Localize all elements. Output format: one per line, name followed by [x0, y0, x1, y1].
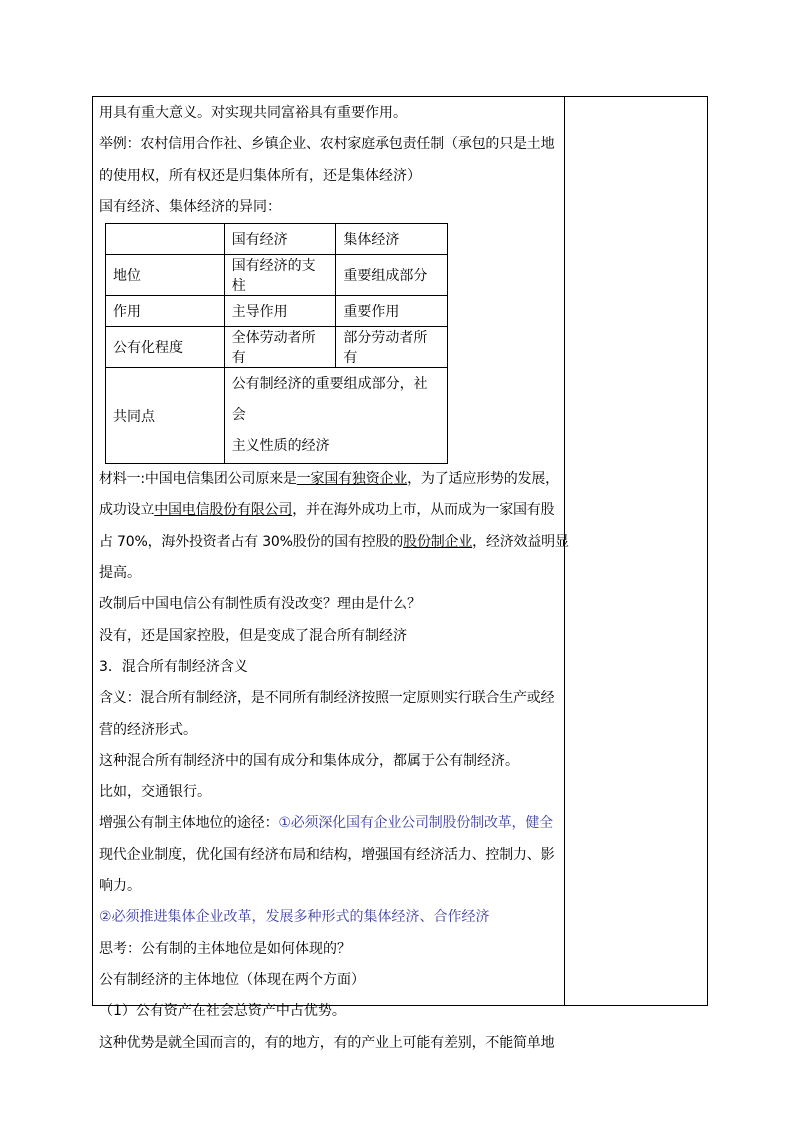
table-cell: 公有化程度: [106, 327, 225, 368]
text-line: 这种混合所有制经济中的国有成分和集体成分，都属于公有制经济。: [99, 752, 519, 769]
strengthen-point: ②必须推进集体企业改革，发展多种形式的集体经济、合作经济: [99, 909, 490, 926]
material-text: 成功设立: [99, 502, 155, 519]
material-line: 提高。: [99, 565, 141, 582]
material-text: 材料一:中国电信集团公司原来是: [99, 471, 297, 488]
text-line: 公有制经济的主体地位（体现在两个方面）: [99, 971, 365, 988]
common-text-line: 公有制经济的重要组成部分，社会: [231, 376, 428, 424]
section-heading: 3．混合所有制经济含义: [99, 658, 248, 675]
text-line: 比如，交通银行。: [99, 784, 211, 801]
text-line: 国有经济、集体经济的异同：: [99, 198, 281, 215]
text-line: 含义：混合所有制经济，是不同所有制经济按照一定原则实行联合生产或经: [99, 690, 555, 707]
column-divider: [564, 96, 565, 1006]
table-cell: 地位: [106, 255, 225, 296]
table-row-common: [106, 368, 448, 464]
table-cell: 部分劳动者所有: [336, 327, 448, 368]
table-cell: 国有经济: [224, 224, 336, 255]
material-line: [99, 495, 561, 526]
material-text: 占 70%，海外投资者占有 30%股份的国有控股的: [99, 533, 404, 550]
table-row: [106, 296, 448, 327]
table-cell: 全体劳动者所有: [224, 327, 336, 368]
text-line: （1）公有资产在社会总资产中占优势。: [99, 1003, 346, 1020]
text-line: 这种优势是就全国而言的，有的地方，有的产业上可能有差别，不能简单地: [99, 1034, 555, 1051]
table-cell: 重要组成部分: [336, 255, 448, 296]
table-cell: 共同点: [106, 368, 225, 464]
table-cell-merged: [224, 368, 447, 464]
text-line: 的使用权，所有权还是归集体所有，还是集体经济）: [99, 167, 421, 184]
text-line: 思考：公有制的主体地位是如何体现的？: [99, 940, 351, 957]
text-line: 营的经济形式。: [99, 721, 197, 738]
text-line: 改制后中国电信公有制性质有没改变？理由是什么？: [99, 596, 421, 613]
table-cell: 主导作用: [224, 296, 336, 327]
table-cell: 作用: [106, 296, 225, 327]
text-line: 举例：农村信用合作社、乡镇企业、农村家庭承包责任制（承包的只是土地: [99, 136, 555, 153]
content-cell: [99, 98, 569, 1059]
text-line: 用具有重大意义。对实现共同富裕具有重要作用。: [99, 105, 407, 121]
text-line: 没有，还是国家控股，但是变成了混合所有制经济: [99, 627, 407, 644]
common-text-line: 主义性质的经济: [231, 438, 330, 455]
material-text: ，经济效益明显: [472, 533, 569, 550]
text-line: 响力。: [99, 878, 141, 895]
table-row: [106, 327, 448, 368]
underlined-term: 股份制企业: [403, 533, 473, 550]
strengthen-label: 增强公有制主体地位的途径：: [99, 815, 279, 832]
table-header-row: [106, 224, 448, 255]
text-line: 现代企业制度，优化国有经济布局和结构，增强国有经济活力、控制力、影: [99, 846, 555, 863]
underlined-term: 一家国有独资企业: [296, 471, 408, 488]
table-row: [106, 255, 448, 296]
table-cell: 重要作用: [336, 296, 448, 327]
underlined-term: 中国电信股份有限公司: [154, 502, 293, 519]
material-line: [99, 527, 569, 558]
material-line: [99, 464, 561, 495]
strengthen-line: [99, 808, 561, 839]
table-cell: [106, 224, 225, 255]
comparison-table: [105, 223, 448, 464]
strengthen-point: ①必须深化国有企业公司制股份制改革，健全: [278, 815, 553, 832]
table-cell: 国有经济的支柱: [224, 255, 336, 296]
material-text: ，并在海外成功上市，从而成为一家国有股: [292, 502, 555, 519]
material-text: ，为了适应形势的发展，: [407, 471, 559, 488]
table-cell: 集体经济: [336, 224, 448, 255]
